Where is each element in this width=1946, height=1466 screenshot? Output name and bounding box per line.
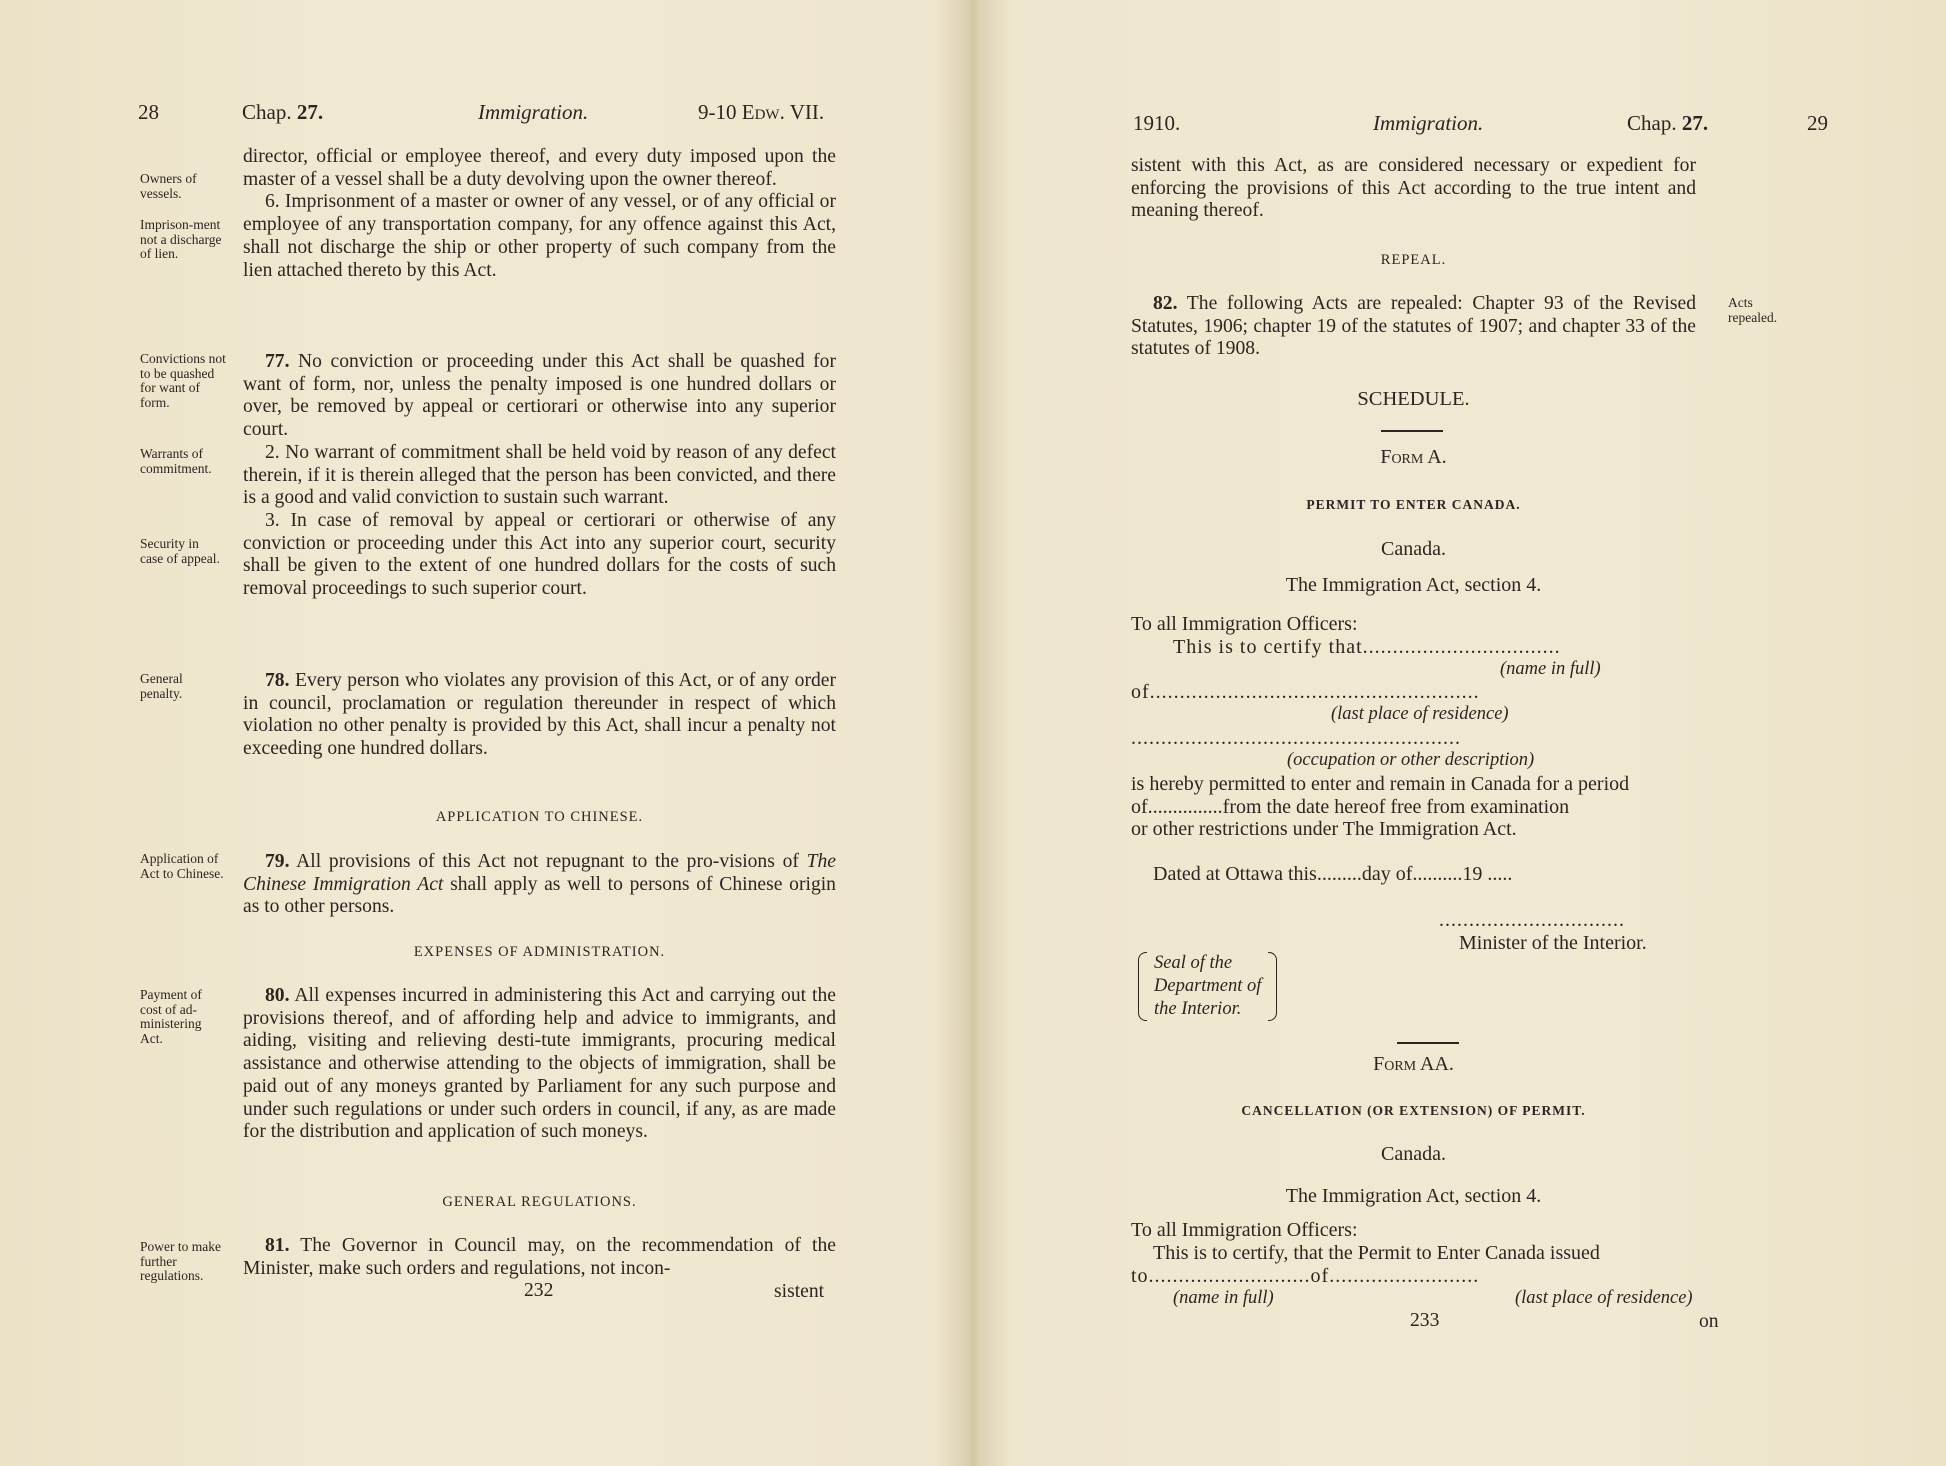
form-a-text: is hereby permitted to enter and remain in Canada for a period bbox=[1131, 773, 1630, 795]
form-a-name-caption: (name in full) bbox=[1500, 659, 1601, 679]
seal-placeholder: Seal of the Department of the Interior. bbox=[1138, 952, 1277, 1021]
chapter-label: Chap. 27. bbox=[1627, 111, 1709, 135]
catchword: on bbox=[1699, 1311, 1719, 1332]
form-aa-to-line: to...........................of......................... bbox=[1131, 1265, 1480, 1287]
catchword: sistent bbox=[774, 1281, 825, 1302]
cancellation-heading: CANCELLATION (OR EXTENSION) OF PERMIT. bbox=[1241, 1103, 1586, 1118]
form-a-certify-line: This is to certify that................................. bbox=[1173, 636, 1561, 658]
margin-note: General penalty. bbox=[140, 671, 183, 701]
form-a-act-ref: The Immigration Act, section 4. bbox=[1285, 574, 1542, 596]
text-block-section-80: 80. All expenses incurred in administering this Act and carrying out the provisions thereof, and of affording help and advice to immigrants, and aiding, visiting and relieving desti-tute immigrants, procuring medical assistance and otherwise attending to the objects of immigration, shall be paid out of any moneys granted by Parliament for any such purpose and under such regulations or under such orders in council, if any, as are made for the distribution and application of such moneys. bbox=[243, 985, 836, 1143]
margin-note: Owners of vessels. bbox=[140, 171, 197, 201]
form-a-date-line: Dated at Ottawa this.........day of..........19 ..... bbox=[1153, 863, 1513, 885]
margin-note: Security in case of appeal. bbox=[140, 536, 220, 566]
form-a-salutation: To all Immigration Officers: bbox=[1131, 613, 1358, 635]
running-title: Immigration. bbox=[1373, 111, 1484, 135]
right-page bbox=[973, 0, 1946, 1466]
form-aa-name-caption: (name in full) bbox=[1173, 1288, 1274, 1308]
text-block-section-77: 77. No conviction or proceeding under this Act shall be quashed for want of form, nor, unless the penalty imposed is one hundred dollars or over, be removed by appeal or certiorari or otherwise into any superior court. 2. No warrant of commitment shall be held void by reason of any defect therein, if it is therein alleged that the person has been convicted, and there is a good and valid conviction to sustain such warrant. 3. In case of removal by appeal or certiorari or otherwise of any conviction or proceeding under this Act into any superior court, security shall be given to the extent of one hundred dollars for the costs of such removal proceedings to such superior court. bbox=[243, 351, 836, 600]
rule bbox=[1381, 430, 1443, 432]
margin-note: Convictions not to be quashed for want of form. bbox=[140, 351, 226, 410]
text-block-section-82: 82. The following Acts are repealed: Chapter 93 of the Revised Statutes, 1906; chapter 19 of the statutes of 1907; and chapter 33 of the statutes of 1908. bbox=[1131, 293, 1696, 360]
form-a-text: or other restrictions under The Immigration Act. bbox=[1131, 818, 1517, 840]
permit-heading: PERMIT TO ENTER CANADA. bbox=[1306, 497, 1521, 512]
form-aa-residence-caption: (last place of residence) bbox=[1515, 1288, 1693, 1308]
heading-general-regulations: GENERAL REGULATIONS. bbox=[442, 1194, 637, 1210]
margin-note: Imprison-ment not a discharge of lien. bbox=[140, 217, 222, 261]
form-aa-text: This is to certify, that the Permit to Enter Canada issued bbox=[1153, 1242, 1600, 1264]
form-aa-title: Form AA. bbox=[1373, 1053, 1454, 1075]
rule bbox=[1397, 1042, 1459, 1044]
form-aa-country: Canada. bbox=[1381, 1143, 1446, 1165]
form-aa-salutation: To all Immigration Officers: bbox=[1131, 1219, 1358, 1241]
printed-page-number: 232 bbox=[524, 1280, 554, 1301]
chapter-label: Chap. 27. bbox=[242, 100, 324, 124]
text-block-section-78: 78. Every person who violates any provision of this Act, or of any order in council, proclamation or regulation thereunder in respect of which violation no other penalty is provided by this Act, shall incur a penalty not exceeding one hundred dollars. bbox=[243, 670, 836, 760]
form-a-residence-caption: (last place of residence) bbox=[1331, 704, 1509, 724]
margin-note: Application of Act to Chinese. bbox=[140, 851, 224, 881]
page-number: 29 bbox=[1807, 111, 1828, 135]
heading-repeal: REPEAL. bbox=[1380, 252, 1447, 268]
text-block-continuation: sistent with this Act, as are considered necessary or expedient for enforcing the provisions of this Act according to the true intent and meaning thereof. bbox=[1131, 155, 1696, 222]
heading-expenses: EXPENSES OF ADMINISTRATION. bbox=[413, 944, 666, 960]
minister-caption: Minister of the Interior. bbox=[1459, 932, 1647, 954]
page-number: 28 bbox=[138, 100, 159, 124]
running-title: Immigration. bbox=[478, 100, 589, 124]
text-block-section-81: 81. The Governor in Council may, on the recommendation of the Minister, make such orders and regulations, not incon- bbox=[243, 1235, 836, 1279]
schedule-title: SCHEDULE. bbox=[1357, 388, 1470, 410]
margin-note: Power to make further regulations. bbox=[140, 1239, 221, 1283]
printed-page-number: 233 bbox=[1410, 1310, 1440, 1331]
form-a-dots-line: ....................................................... bbox=[1131, 727, 1461, 749]
form-aa-act-ref: The Immigration Act, section 4. bbox=[1285, 1185, 1542, 1207]
heading-application-to-chinese: APPLICATION TO CHINESE. bbox=[435, 809, 644, 825]
margin-note: Warrants of commitment. bbox=[140, 446, 212, 476]
running-year: 1910. bbox=[1133, 111, 1181, 135]
form-a-title: Form A. bbox=[1380, 446, 1447, 468]
margin-note: Acts repealed. bbox=[1728, 295, 1778, 325]
form-a-text: of...............from the date hereof free from examination bbox=[1131, 796, 1570, 818]
signature-line: ............................... bbox=[1439, 909, 1625, 931]
form-a-occupation-caption: (occupation or other description) bbox=[1287, 750, 1535, 770]
regnal-year: 9-10 Edw. VII. bbox=[698, 100, 825, 124]
form-a-country: Canada. bbox=[1381, 538, 1446, 560]
text-block-section-79: 79. All provisions of this Act not repugnant to the pro-visions of The Chinese Immigration Act shall apply as well to persons of Chinese origin as to other persons. bbox=[243, 851, 836, 918]
margin-note: Payment of cost of ad-ministering Act. bbox=[140, 987, 202, 1046]
form-a-of-line: of....................................................... bbox=[1131, 681, 1480, 703]
text-block-section-76: director, official or employee thereof, and every duty imposed upon the master of a vessel shall be a duty devolving upon the owner thereof. 6. Imprisonment of a master or owner of any vessel, or of any official or employee of any transportation company, for any offence against this Act, shall not discharge the ship or other property of such company from the lien attached thereto by this Act. bbox=[243, 146, 836, 281]
